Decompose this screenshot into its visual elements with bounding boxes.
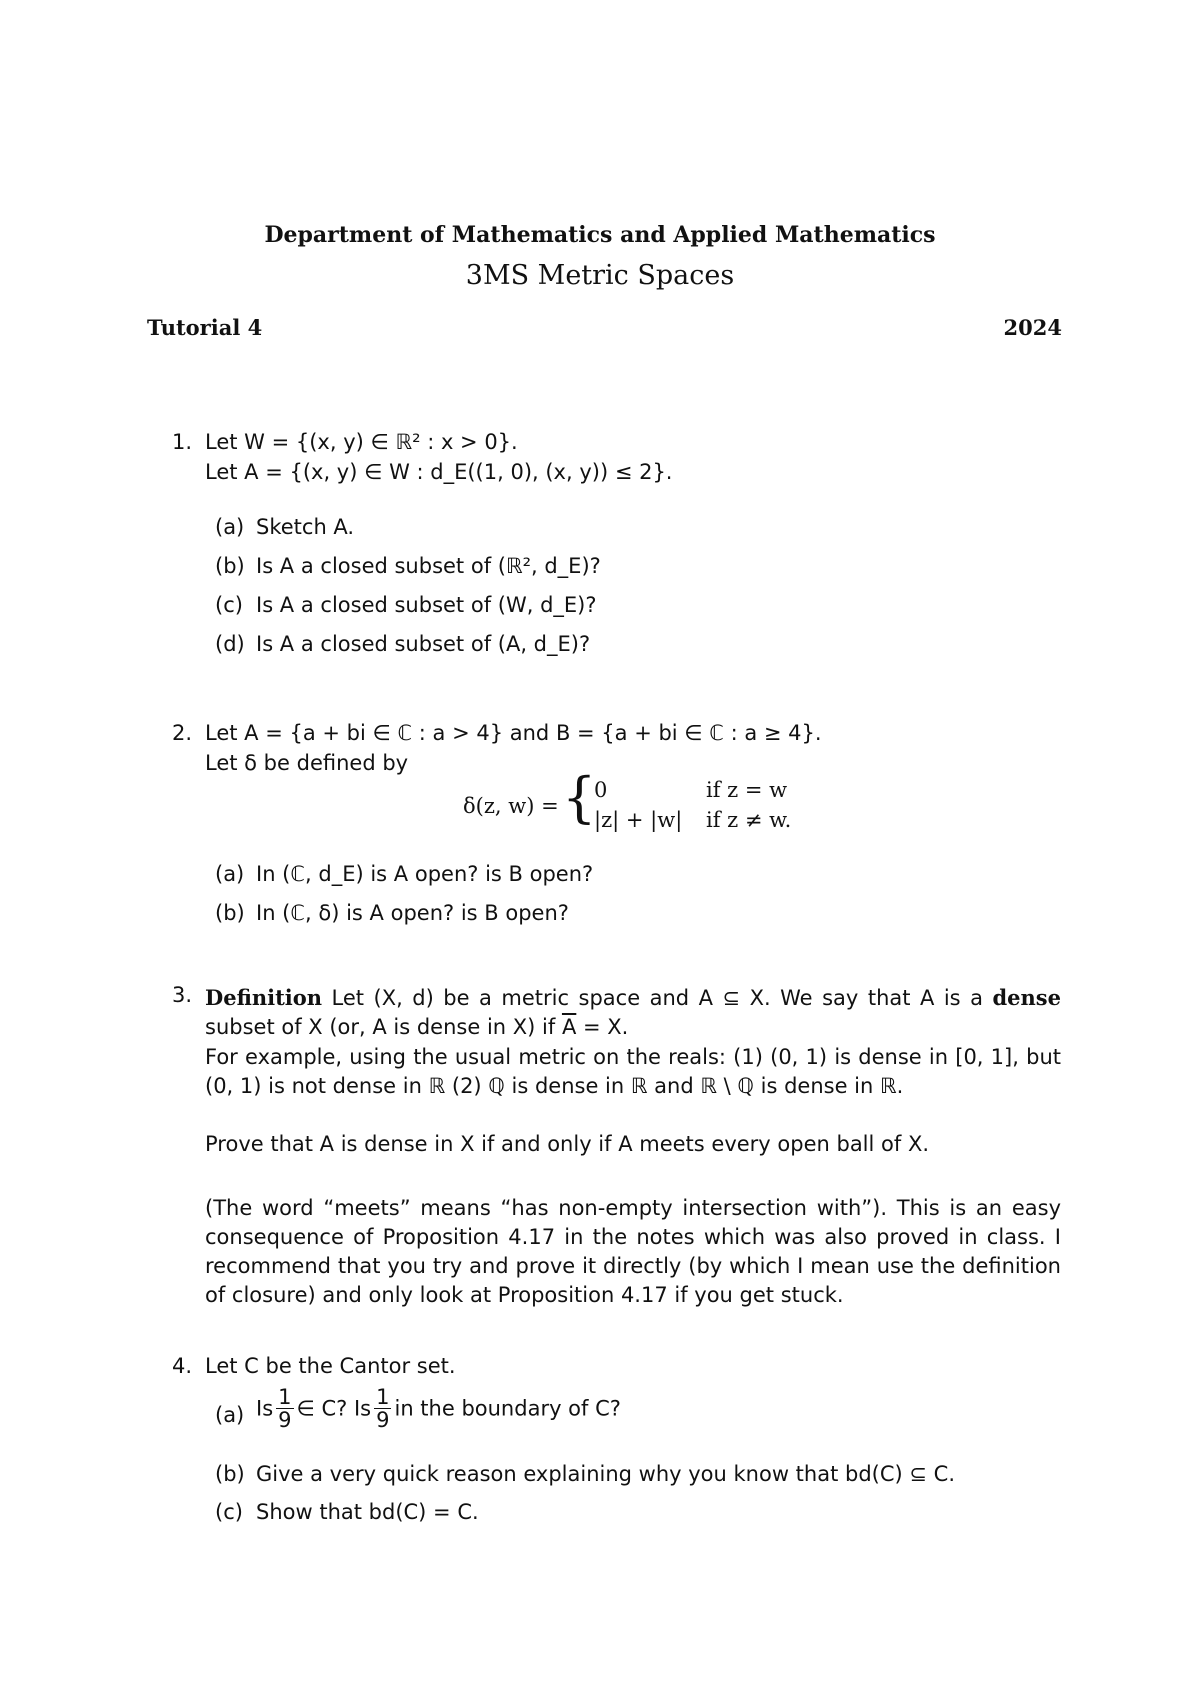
definition-text-1: Let (X, d) be a metric space and A ⊆ X. We say that A is a [331, 986, 983, 1010]
delta-definition-lhs: δ(z, w) = [463, 794, 559, 818]
q3-number: 3. [172, 983, 193, 1007]
q1-part-d-text: Is A a closed subset of (A, d_E)? [256, 632, 591, 656]
frac-2-numerator: 1 [376, 1385, 390, 1409]
fraction-one-ninth-1 [276, 1386, 293, 1431]
case-2-value: |z| + |w| [594, 808, 683, 832]
q4-part-a-label: (a) [215, 1403, 245, 1427]
part-a-is-1: Is [256, 1396, 274, 1421]
part-a-middle: ∈ C? Is [296, 1396, 372, 1421]
frac-1-numerator: 1 [278, 1385, 292, 1409]
q1-part-c-label: (c) [215, 593, 243, 617]
frac-2-denominator: 9 [376, 1408, 390, 1432]
q2-part-b-text: In (ℂ, δ) is A open? is B open? [256, 901, 569, 925]
course-title: 3MS Metric Spaces [465, 260, 735, 291]
q1-part-b-label: (b) [215, 554, 245, 578]
q1-line-1: Let W = {(x, y) ∈ ℝ² : x > 0}. [205, 430, 518, 454]
department-heading: Department of Mathematics and Applied Mathematics [264, 222, 936, 248]
tutorial-label: Tutorial 4 [147, 315, 263, 340]
q3-prove: Prove that A is dense in X if and only if A meets every open ball of X. [205, 1132, 930, 1156]
q1-part-a-label: (a) [215, 515, 245, 539]
q4-part-b-label: (b) [215, 1462, 245, 1486]
q1-part-b-text: Is A a closed subset of (ℝ², d_E)? [256, 554, 601, 578]
q1-part-a-text: Sketch A. [256, 515, 355, 539]
q4-part-c-label: (c) [215, 1500, 243, 1524]
q1-line-2: Let A = {(x, y) ∈ W : d_E((1, 0), (x, y)) ≤ 2}. [205, 460, 673, 484]
year-label: 2024 [1003, 315, 1062, 340]
dense-term: dense [992, 985, 1061, 1010]
case-2-condition: if z ≠ w. [706, 808, 792, 832]
q2-part-b-label: (b) [215, 901, 245, 925]
q4-part-c-text: Show that bd(C) = C. [256, 1500, 479, 1524]
q3-example: For example, using the usual metric on the reals: (1) (0, 1) is dense in [0, 1], but (0, 1) is not dense in ℝ (2) ℚ is dense in ℝ and ℝ \ ℚ is dense in ℝ. [205, 1045, 1061, 1098]
frac-1-denominator: 9 [278, 1408, 292, 1432]
definition-title: Definition [205, 985, 323, 1010]
case-1-condition: if z = w [706, 778, 788, 802]
left-brace: { [562, 766, 597, 829]
q1-part-d-label: (d) [215, 632, 245, 656]
q4-number: 4. [172, 1354, 193, 1378]
q2-line-2: Let δ be defined by [205, 751, 409, 775]
part-a-end: in the boundary of C? [394, 1396, 621, 1421]
q1-number: 1. [172, 430, 193, 454]
q2-part-a-text: In (ℂ, d_E) is A open? is B open? [256, 862, 594, 886]
definition-text-3: = X. [583, 1015, 629, 1039]
q2-number: 2. [172, 721, 193, 745]
fraction-one-ninth-2 [374, 1386, 391, 1431]
case-1-value: 0 [594, 778, 608, 802]
q3-note: (The word “meets” means “has non-empty intersection with”). This is an easy consequence of Proposition 4.17 in the notes which was also proved in class. I recommend that you try and prove it directly (by which I mean use the definition of closure) and only look at Proposition 4.17 if you get stuck. [205, 1196, 1061, 1307]
definition-text-2: subset of X (or, A is dense in X) if [205, 1015, 556, 1039]
closure-symbol: $\overline{A}$ [561, 1015, 577, 1039]
q3-definition [205, 983, 1061, 1042]
q4-part-a-text [256, 1386, 621, 1431]
q2-part-a-label: (a) [215, 862, 245, 886]
q4-line-1: Let C be the Cantor set. [205, 1354, 456, 1378]
q4-part-b-text: Give a very quick reason explaining why you know that bd(C) ⊆ C. [256, 1462, 955, 1486]
q1-part-c-text: Is A a closed subset of (W, d_E)? [256, 593, 597, 617]
q2-line-1: Let A = {a + bi ∈ ℂ : a > 4} and B = {a + bi ∈ ℂ : a ≥ 4}. [205, 721, 822, 745]
